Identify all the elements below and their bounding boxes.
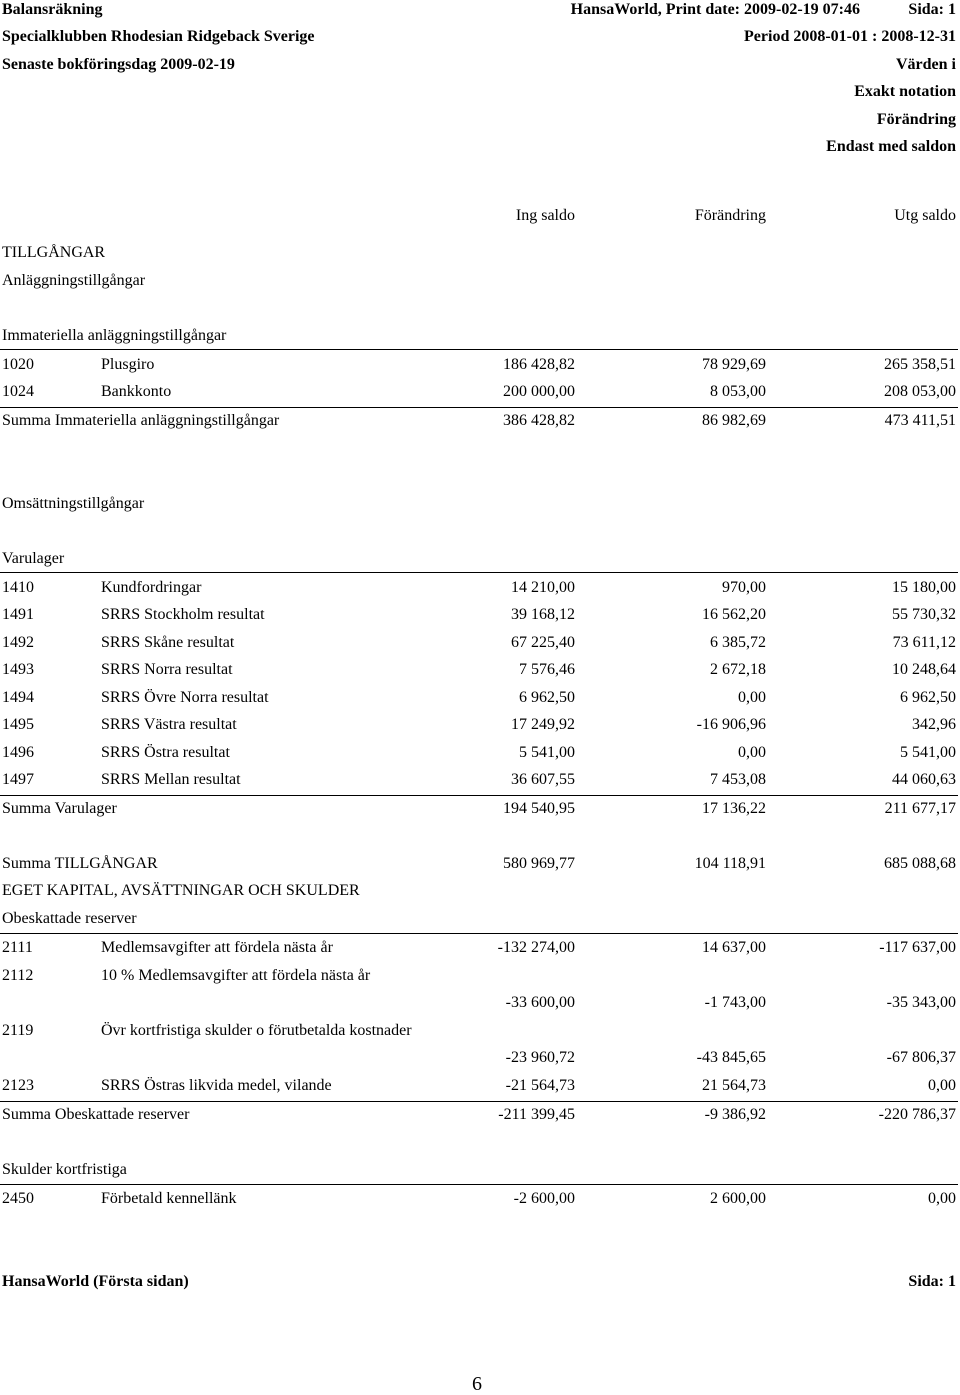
account-code: 2111: [2, 939, 33, 956]
column-header-ing-saldo: Ing saldo: [515, 207, 575, 224]
heading-equity: EGET KAPITAL, AVSÄTTNINGAR OCH SKULDER: [2, 882, 360, 899]
heading-current-assets: Omsättningstillgångar: [2, 495, 145, 512]
change-value: 2 600,00: [710, 1190, 766, 1207]
account-name: Bankkonto: [101, 383, 172, 400]
sum-label: Summa TILLGÅNGAR: [2, 855, 158, 872]
column-header-forandring: Förändring: [694, 207, 766, 224]
account-code: 1497: [2, 771, 34, 788]
heading-short-debt: Skulder kortfristiga: [2, 1161, 127, 1178]
organization-name: Specialklubben Rhodesian Ridgeback Sverige: [2, 28, 315, 45]
column-header-utg-saldo: Utg saldo: [894, 207, 956, 224]
report-title: Balansräkning: [2, 1, 103, 18]
sum-label: Summa Immateriella anläggningstillgångar: [2, 412, 280, 429]
utg-saldo: -117 637,00: [879, 939, 956, 956]
period: Period 2008-01-01 : 2008-12-31: [744, 28, 956, 45]
sum-label: Summa Obeskattade reserver: [2, 1106, 190, 1123]
account-name: Plusgiro: [101, 356, 155, 373]
sum-utg: -220 786,37: [878, 1106, 956, 1123]
divider: [0, 795, 958, 796]
utg-saldo: 5 541,00: [900, 744, 956, 761]
account-code: 1496: [2, 744, 34, 761]
account-code: 1495: [2, 716, 34, 733]
utg-saldo: -35 343,00: [886, 994, 956, 1011]
account-code: 2123: [2, 1077, 34, 1094]
change-value: 16 562,20: [702, 606, 766, 623]
divider: [0, 572, 958, 573]
account-code: 1020: [2, 356, 34, 373]
sum-change: 104 118,91: [694, 855, 766, 872]
account-name: Kundfordringar: [101, 579, 202, 596]
change-value: 0,00: [738, 689, 766, 706]
ing-saldo: 6 962,50: [519, 689, 575, 706]
ing-saldo: 5 541,00: [519, 744, 575, 761]
account-name: SRRS Mellan resultat: [101, 771, 241, 788]
utg-saldo: 6 962,50: [900, 689, 956, 706]
account-code: 2112: [2, 967, 34, 984]
ing-saldo: 67 225,40: [511, 634, 575, 651]
utg-saldo: 44 060,63: [892, 771, 956, 788]
utg-saldo: 0,00: [928, 1077, 956, 1094]
account-code: 1024: [2, 383, 34, 400]
sum-ing: 386 428,82: [503, 412, 575, 429]
sum-change: 86 982,69: [702, 412, 766, 429]
footer-left: HansaWorld (Första sidan): [2, 1273, 189, 1290]
option-change: Förändring: [876, 111, 956, 128]
ing-saldo: 186 428,82: [503, 356, 575, 373]
utg-saldo: 10 248,64: [892, 661, 956, 678]
page-label: Sida: 1: [908, 1, 956, 18]
change-value: 78 929,69: [702, 356, 766, 373]
account-name: 10 % Medlemsavgifter att fördela nästa år: [101, 967, 371, 984]
account-code: 1410: [2, 579, 34, 596]
account-name: SRRS Skåne resultat: [101, 634, 235, 651]
divider: [0, 407, 958, 408]
account-code: 2119: [2, 1022, 34, 1039]
ing-saldo: -33 600,00: [505, 994, 575, 1011]
account-code: 2450: [2, 1190, 34, 1207]
change-value: 21 564,73: [702, 1077, 766, 1094]
sum-change: -9 386,92: [704, 1106, 766, 1123]
heading-fixed-assets: Anläggningstillgångar: [2, 272, 146, 289]
account-code: 1492: [2, 634, 34, 651]
divider: [0, 933, 958, 934]
utg-saldo: 342,96: [912, 716, 956, 733]
account-name: SRRS Norra resultat: [101, 661, 233, 678]
sum-ing: -211 399,45: [498, 1106, 575, 1123]
option-exact-notation: Exakt notation: [854, 83, 956, 100]
heading-inventory: Varulager: [2, 550, 65, 567]
change-value: 7 453,08: [710, 771, 766, 788]
account-name: SRRS Västra resultat: [101, 716, 237, 733]
ing-saldo: -21 564,73: [505, 1077, 575, 1094]
sum-utg: 685 088,68: [884, 855, 956, 872]
ing-saldo: -2 600,00: [513, 1190, 575, 1207]
account-name: SRRS Östras likvida medel, vilande: [101, 1077, 332, 1094]
utg-saldo: 73 611,12: [892, 634, 956, 651]
ing-saldo: -23 960,72: [505, 1049, 575, 1066]
change-value: 970,00: [722, 579, 766, 596]
account-name: Övr kortfristiga skulder o förutbetalda kostnader: [101, 1022, 412, 1039]
change-value: 14 637,00: [702, 939, 766, 956]
last-booking-date: Senaste bokföringsdag 2009-02-19: [2, 56, 235, 73]
option-only-balances: Endast med saldon: [826, 138, 956, 155]
utg-saldo: 15 180,00: [892, 579, 956, 596]
account-name: SRRS Östra resultat: [101, 744, 230, 761]
heading-untaxed-reserves: Obeskattade reserver: [2, 910, 137, 927]
account-code: 1491: [2, 606, 34, 623]
divider: [0, 349, 958, 350]
change-value: -16 906,96: [696, 716, 766, 733]
divider: [0, 1101, 958, 1102]
option-values-in: Värden i: [896, 56, 956, 73]
utg-saldo: 265 358,51: [884, 356, 956, 373]
change-value: 2 672,18: [710, 661, 766, 678]
sum-label: Summa Varulager: [2, 800, 117, 817]
ing-saldo: 7 576,46: [519, 661, 575, 678]
heading-intangible: Immateriella anläggningstillgångar: [2, 327, 227, 344]
change-value: 0,00: [738, 744, 766, 761]
account-name: SRRS Stockholm resultat: [101, 606, 265, 623]
ing-saldo: 17 249,92: [511, 716, 575, 733]
ing-saldo: 14 210,00: [511, 579, 575, 596]
change-value: -43 845,65: [696, 1049, 766, 1066]
sum-utg: 211 677,17: [884, 800, 956, 817]
divider: [0, 1184, 958, 1185]
print-info: HansaWorld, Print date: 2009-02-19 07:46: [570, 1, 860, 18]
account-code: 1493: [2, 661, 34, 678]
footer-page-label: Sida: 1: [908, 1273, 956, 1290]
utg-saldo: 208 053,00: [884, 383, 956, 400]
account-code: 1494: [2, 689, 34, 706]
ing-saldo: -132 274,00: [497, 939, 575, 956]
heading-assets: TILLGÅNGAR: [2, 244, 106, 261]
ing-saldo: 36 607,55: [511, 771, 575, 788]
change-value: 6 385,72: [710, 634, 766, 651]
utg-saldo: 55 730,32: [892, 606, 956, 623]
change-value: -1 743,00: [704, 994, 766, 1011]
utg-saldo: -67 806,37: [886, 1049, 956, 1066]
change-value: 8 053,00: [710, 383, 766, 400]
ing-saldo: 39 168,12: [511, 606, 575, 623]
utg-saldo: 0,00: [928, 1190, 956, 1207]
sum-ing: 194 540,95: [503, 800, 575, 817]
account-name: Medlemsavgifter att fördela nästa år: [101, 939, 333, 956]
ing-saldo: 200 000,00: [503, 383, 575, 400]
sum-change: 17 136,22: [702, 800, 766, 817]
account-name: SRRS Övre Norra resultat: [101, 689, 269, 706]
sum-ing: 580 969,77: [503, 855, 575, 872]
page-number: 6: [472, 1373, 482, 1395]
sum-utg: 473 411,51: [884, 412, 956, 429]
account-name: Förbetald kennellänk: [101, 1190, 237, 1207]
